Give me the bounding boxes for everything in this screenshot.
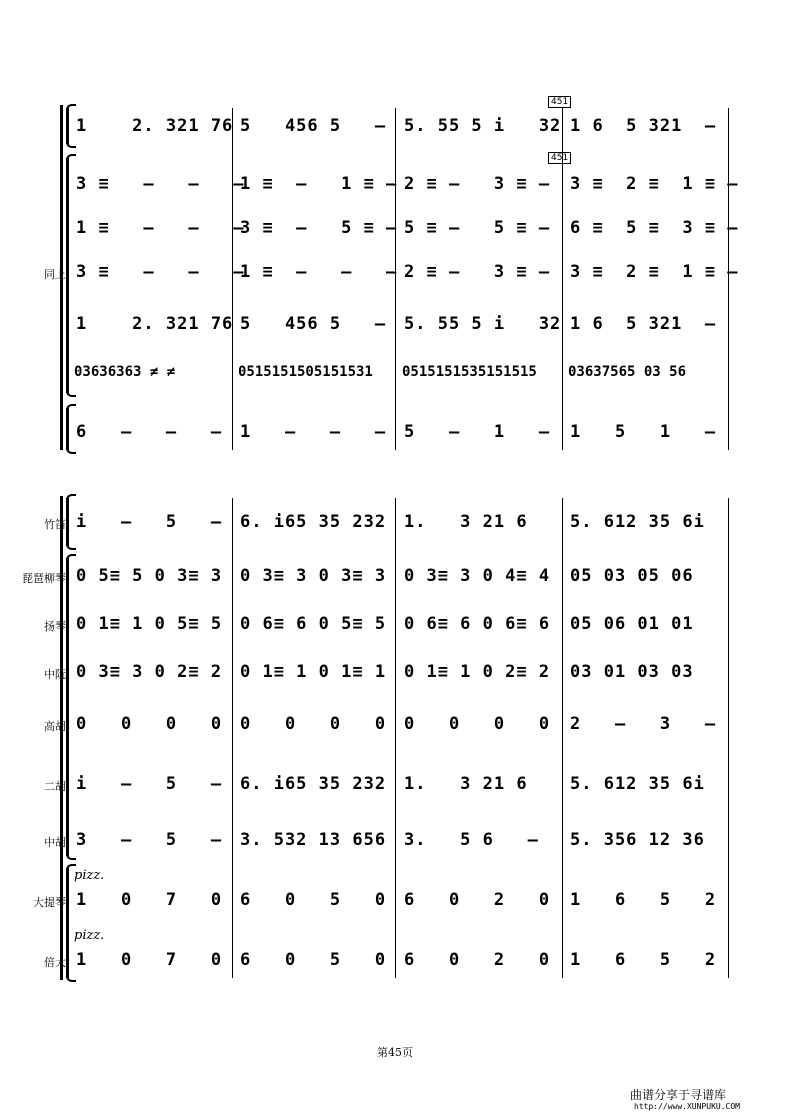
measure: 1 6 5 2 (570, 950, 717, 970)
measure: 3. 5 6 – (404, 830, 539, 850)
measure: 5. 612 35 6i (570, 774, 705, 794)
measure: 2 ≡ – 3 ≡ – (404, 174, 551, 194)
watermark-title: 曲谱分享于寻谱库 (630, 1088, 727, 1102)
measure: 1 2. 321 76 (76, 116, 234, 136)
measure: 6. i65 35 232 (240, 512, 387, 532)
measure: 0 0 0 0 (240, 714, 387, 734)
staff-row (0, 422, 790, 452)
instrument-label: 倍大 (44, 956, 66, 969)
measure: 0515151535151515 (402, 364, 537, 380)
instrument-label: 中胡 (44, 836, 66, 849)
measure: 0 0 0 0 (404, 714, 551, 734)
measure: 1. 3 21 6 (404, 512, 528, 532)
measure: 03 01 03 03 (570, 662, 694, 682)
measure: 0 6≡ 6 0 5≡ 5 (240, 614, 387, 634)
staff-row (0, 174, 790, 204)
rehearsal-mark: 451 (548, 152, 571, 164)
measure: 0 1≡ 1 0 5≡ 5 (76, 614, 223, 634)
measure: 1. 3 21 6 (404, 774, 528, 794)
staff-row (0, 364, 790, 394)
measure: 5. 356 12 36 (570, 830, 705, 850)
measure: 0 5≡ 5 0 3≡ 3 (76, 566, 223, 586)
measure: 5. 612 35 6i (570, 512, 705, 532)
instrument-label: 同上 (44, 268, 66, 281)
measure: 5. 55 5 i 32 (404, 116, 562, 136)
measure: 05 03 05 06 (570, 566, 694, 586)
measure: i – 5 – (76, 512, 223, 532)
measure: 0 3≡ 3 0 4≡ 4 (404, 566, 551, 586)
measure: 2 – 3 – (570, 714, 717, 734)
measure: 0 3≡ 3 0 2≡ 2 (76, 662, 223, 682)
measure: 1 – – – (240, 422, 387, 442)
measure: 1 ≡ – – – (240, 262, 398, 282)
measure: 3 ≡ 2 ≡ 1 ≡ – (570, 262, 739, 282)
instrument-label: 二胡 (44, 780, 66, 793)
pizz-marking: pizz. (74, 868, 105, 883)
measure: 6. i65 35 232 (240, 774, 387, 794)
measure: 1 ≡ – 1 ≡ – (240, 174, 398, 194)
measure: 3 ≡ – 5 ≡ – (240, 218, 398, 238)
measure: 1 ≡ – – – (76, 218, 245, 238)
measure: 6 0 5 0 (240, 950, 387, 970)
staff-row (0, 262, 790, 292)
measure: 05 06 01 01 (570, 614, 694, 634)
measure: 6 0 5 0 (240, 890, 387, 910)
measure: 1 6 5 321 – (570, 314, 717, 334)
measure: 5 – 1 – (404, 422, 551, 442)
measure: 1 5 1 – (570, 422, 717, 442)
staff-row (0, 662, 790, 692)
measure: 3 – 5 – (76, 830, 223, 850)
measure: 3 ≡ 2 ≡ 1 ≡ – (570, 174, 739, 194)
staff-row (0, 218, 790, 248)
measure: 6 0 2 0 (404, 890, 551, 910)
pizz-marking: pizz. (74, 928, 105, 943)
measure: 5 ≡ – 5 ≡ – (404, 218, 551, 238)
staff-row (0, 512, 790, 542)
staff-row (0, 890, 790, 920)
measure: 3. 532 13 656 (240, 830, 387, 850)
measure: 0 0 0 0 (76, 714, 223, 734)
measure: 2 ≡ – 3 ≡ – (404, 262, 551, 282)
measure: 0 1≡ 1 0 1≡ 1 (240, 662, 387, 682)
instrument-label: 竹笛 (44, 518, 66, 531)
measure: 1 2. 321 76 (76, 314, 234, 334)
measure: 6 0 2 0 (404, 950, 551, 970)
staff-row (0, 714, 790, 744)
measure: 0 6≡ 6 0 6≡ 6 (404, 614, 551, 634)
measure: 1 6 5 321 – (570, 116, 717, 136)
measure: 3 ≡ – – – (76, 262, 245, 282)
ensemble-staff-brace (66, 558, 69, 856)
measure: 03636363 ≠ ≠ (74, 364, 176, 380)
instrument-label: 琵琶柳琴 (22, 572, 66, 585)
measure: 5 456 5 – (240, 314, 387, 334)
page-number: 第45页 (377, 1046, 413, 1059)
measure: 5 456 5 – (240, 116, 387, 136)
rehearsal-mark: 451 (548, 96, 571, 108)
instrument-label: 中阮 (44, 668, 66, 681)
measure: 1 6 5 2 (570, 890, 717, 910)
watermark-url: http://www.XUNPUKU.COM (634, 1102, 740, 1111)
staff-row (0, 566, 790, 596)
staff-row (0, 830, 790, 860)
measure: 1 0 7 0 (76, 890, 223, 910)
staff-row (0, 950, 790, 980)
measure: 5. 55 5 i 32 (404, 314, 562, 334)
measure: 0 1≡ 1 0 2≡ 2 (404, 662, 551, 682)
measure: 3 ≡ – – – (76, 174, 245, 194)
instrument-label: 高胡 (44, 720, 66, 733)
measure: 6 – – – (76, 422, 223, 442)
instrument-label: 扬琴 (44, 620, 66, 633)
measure: 03637565 03 56 (568, 364, 687, 380)
measure: 6 ≡ 5 ≡ 3 ≡ – (570, 218, 739, 238)
measure: i – 5 – (76, 774, 223, 794)
staff-row (0, 116, 790, 146)
measure: 0515151505151531 (238, 364, 373, 380)
measure: 1 0 7 0 (76, 950, 223, 970)
staff-row (0, 614, 790, 644)
measure: 0 3≡ 3 0 3≡ 3 (240, 566, 387, 586)
staff-row (0, 314, 790, 344)
instrument-label: 大提琴 (33, 896, 66, 909)
staff-row (0, 774, 790, 804)
